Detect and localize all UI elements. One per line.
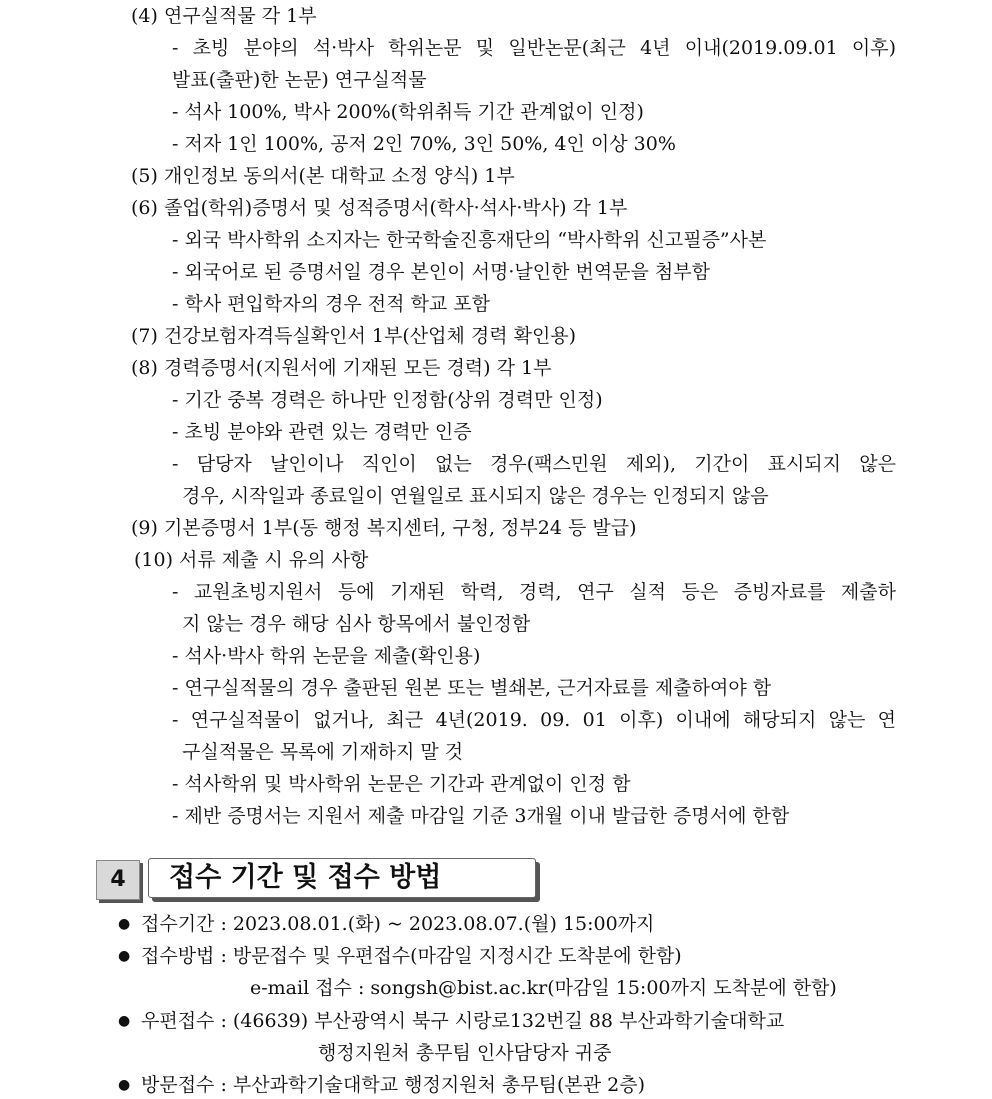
section-title: 접수 기간 및 접수 방법	[148, 858, 536, 898]
item-8-line-3: - 담당자 날인이나 직인이 없는 경우(팩스민원 제외), 기간이 표시되지 않은	[172, 453, 896, 475]
item-4-title: (4) 연구실적물 각 1부	[131, 5, 317, 27]
item-8-title: (8) 경력증명서(지원서에 기재된 모든 경력) 각 1부	[131, 357, 552, 379]
bullet-icon: ●	[118, 1013, 131, 1029]
item-10-title: (10) 서류 제출 시 유의 사항	[134, 549, 369, 571]
item-10-line-8: - 제반 증명서는 지원서 제출 마감일 기준 3개월 이내 발급한 증명서에 한함	[172, 805, 790, 827]
item-5-title: (5) 개인정보 동의서(본 대학교 소정 양식) 1부	[131, 165, 515, 187]
section-number: 4	[96, 860, 140, 900]
info-period: 접수기간 : 2023.08.01.(화) ~ 2023.08.07.(월) 15:00까지	[141, 913, 655, 935]
item-10-line-4: - 연구실적물의 경우 출판된 원본 또는 별쇄본, 근거자료를 제출하여야 함	[172, 677, 772, 699]
info-mail-address: 우편접수 : (46639) 부산광역시 북구 시랑로132번길 88 부산과학기술대학교	[141, 1010, 785, 1032]
bullet-icon: ●	[118, 916, 131, 932]
info-email: e-mail 접수 : songsh@bist.ac.kr(마감일 15:00까지 도착분에 한함)	[250, 977, 837, 999]
bullet-icon: ●	[118, 948, 131, 964]
item-10-line-3: - 석사·박사 학위 논문을 제출(확인용)	[172, 645, 481, 667]
item-8-line-4: 경우, 시작일과 종료일이 연월일로 표시되지 않은 경우는 인정되지 않음	[182, 485, 769, 507]
section-heading	[96, 858, 526, 902]
info-mail-recipient: 행정지원처 총무팀 인사담당자 귀중	[318, 1042, 612, 1064]
item-4-line-3: - 석사 100%, 박사 200%(학위취득 기간 관계없이 인정)	[172, 101, 644, 123]
item-8-line-2: - 초빙 분야와 관련 있는 경력만 인증	[172, 421, 472, 443]
item-6-line-1: - 외국 박사학위 소지자는 한국학술진흥재단의 “박사학위 신고필증”사본	[172, 229, 767, 251]
info-visit: 방문접수 : 부산과학기술대학교 행정지원처 총무팀(본관 2층)	[141, 1074, 646, 1096]
item-9-title: (9) 기본증명서 1부(동 행정 복지센터, 구청, 정부24 등 발급)	[131, 517, 637, 539]
item-6-line-2: - 외국어로 된 증명서일 경우 본인이 서명·날인한 번역문을 첨부함	[172, 261, 710, 283]
item-4-line-1: - 초빙 분야의 석·박사 학위논문 및 일반논문(최근 4년 이내(2019.09.01 이후)	[172, 37, 896, 59]
info-method: 접수방법 : 방문접수 및 우편접수(마감일 지정시간 도착분에 한함)	[141, 945, 682, 967]
bullet-icon: ●	[118, 1077, 131, 1093]
item-8-line-1: - 기간 중복 경력은 하나만 인정함(상위 경력만 인정)	[172, 389, 603, 411]
item-10-line-7: - 석사학위 및 박사학위 논문은 기간과 관계없이 인정 함	[172, 773, 631, 795]
item-7-title: (7) 건강보험자격득실확인서 1부(산업체 경력 확인용)	[131, 325, 577, 347]
item-10-line-2: 지 않는 경우 해당 심사 항목에서 불인정함	[182, 613, 531, 635]
item-10-line-5: - 연구실적물이 없거나, 최근 4년(2019. 09. 01 이후) 이내에 해당되지 않는 연	[172, 709, 896, 731]
item-4-line-4: - 저자 1인 100%, 공저 2인 70%, 3인 50%, 4인 이상 30%	[172, 133, 676, 155]
item-10-line-1: - 교원초빙지원서 등에 기재된 학력, 경력, 연구 실적 등은 증빙자료를 제출하	[172, 581, 896, 603]
item-6-line-3: - 학사 편입학자의 경우 전적 학교 포함	[172, 293, 490, 315]
item-4-line-2: 발표(출판)한 논문) 연구실적물	[172, 69, 427, 91]
item-10-line-6: 구실적물은 목록에 기재하지 말 것	[182, 741, 464, 763]
item-6-title: (6) 졸업(학위)증명서 및 성적증명서(학사·석사·박사) 각 1부	[131, 197, 628, 219]
